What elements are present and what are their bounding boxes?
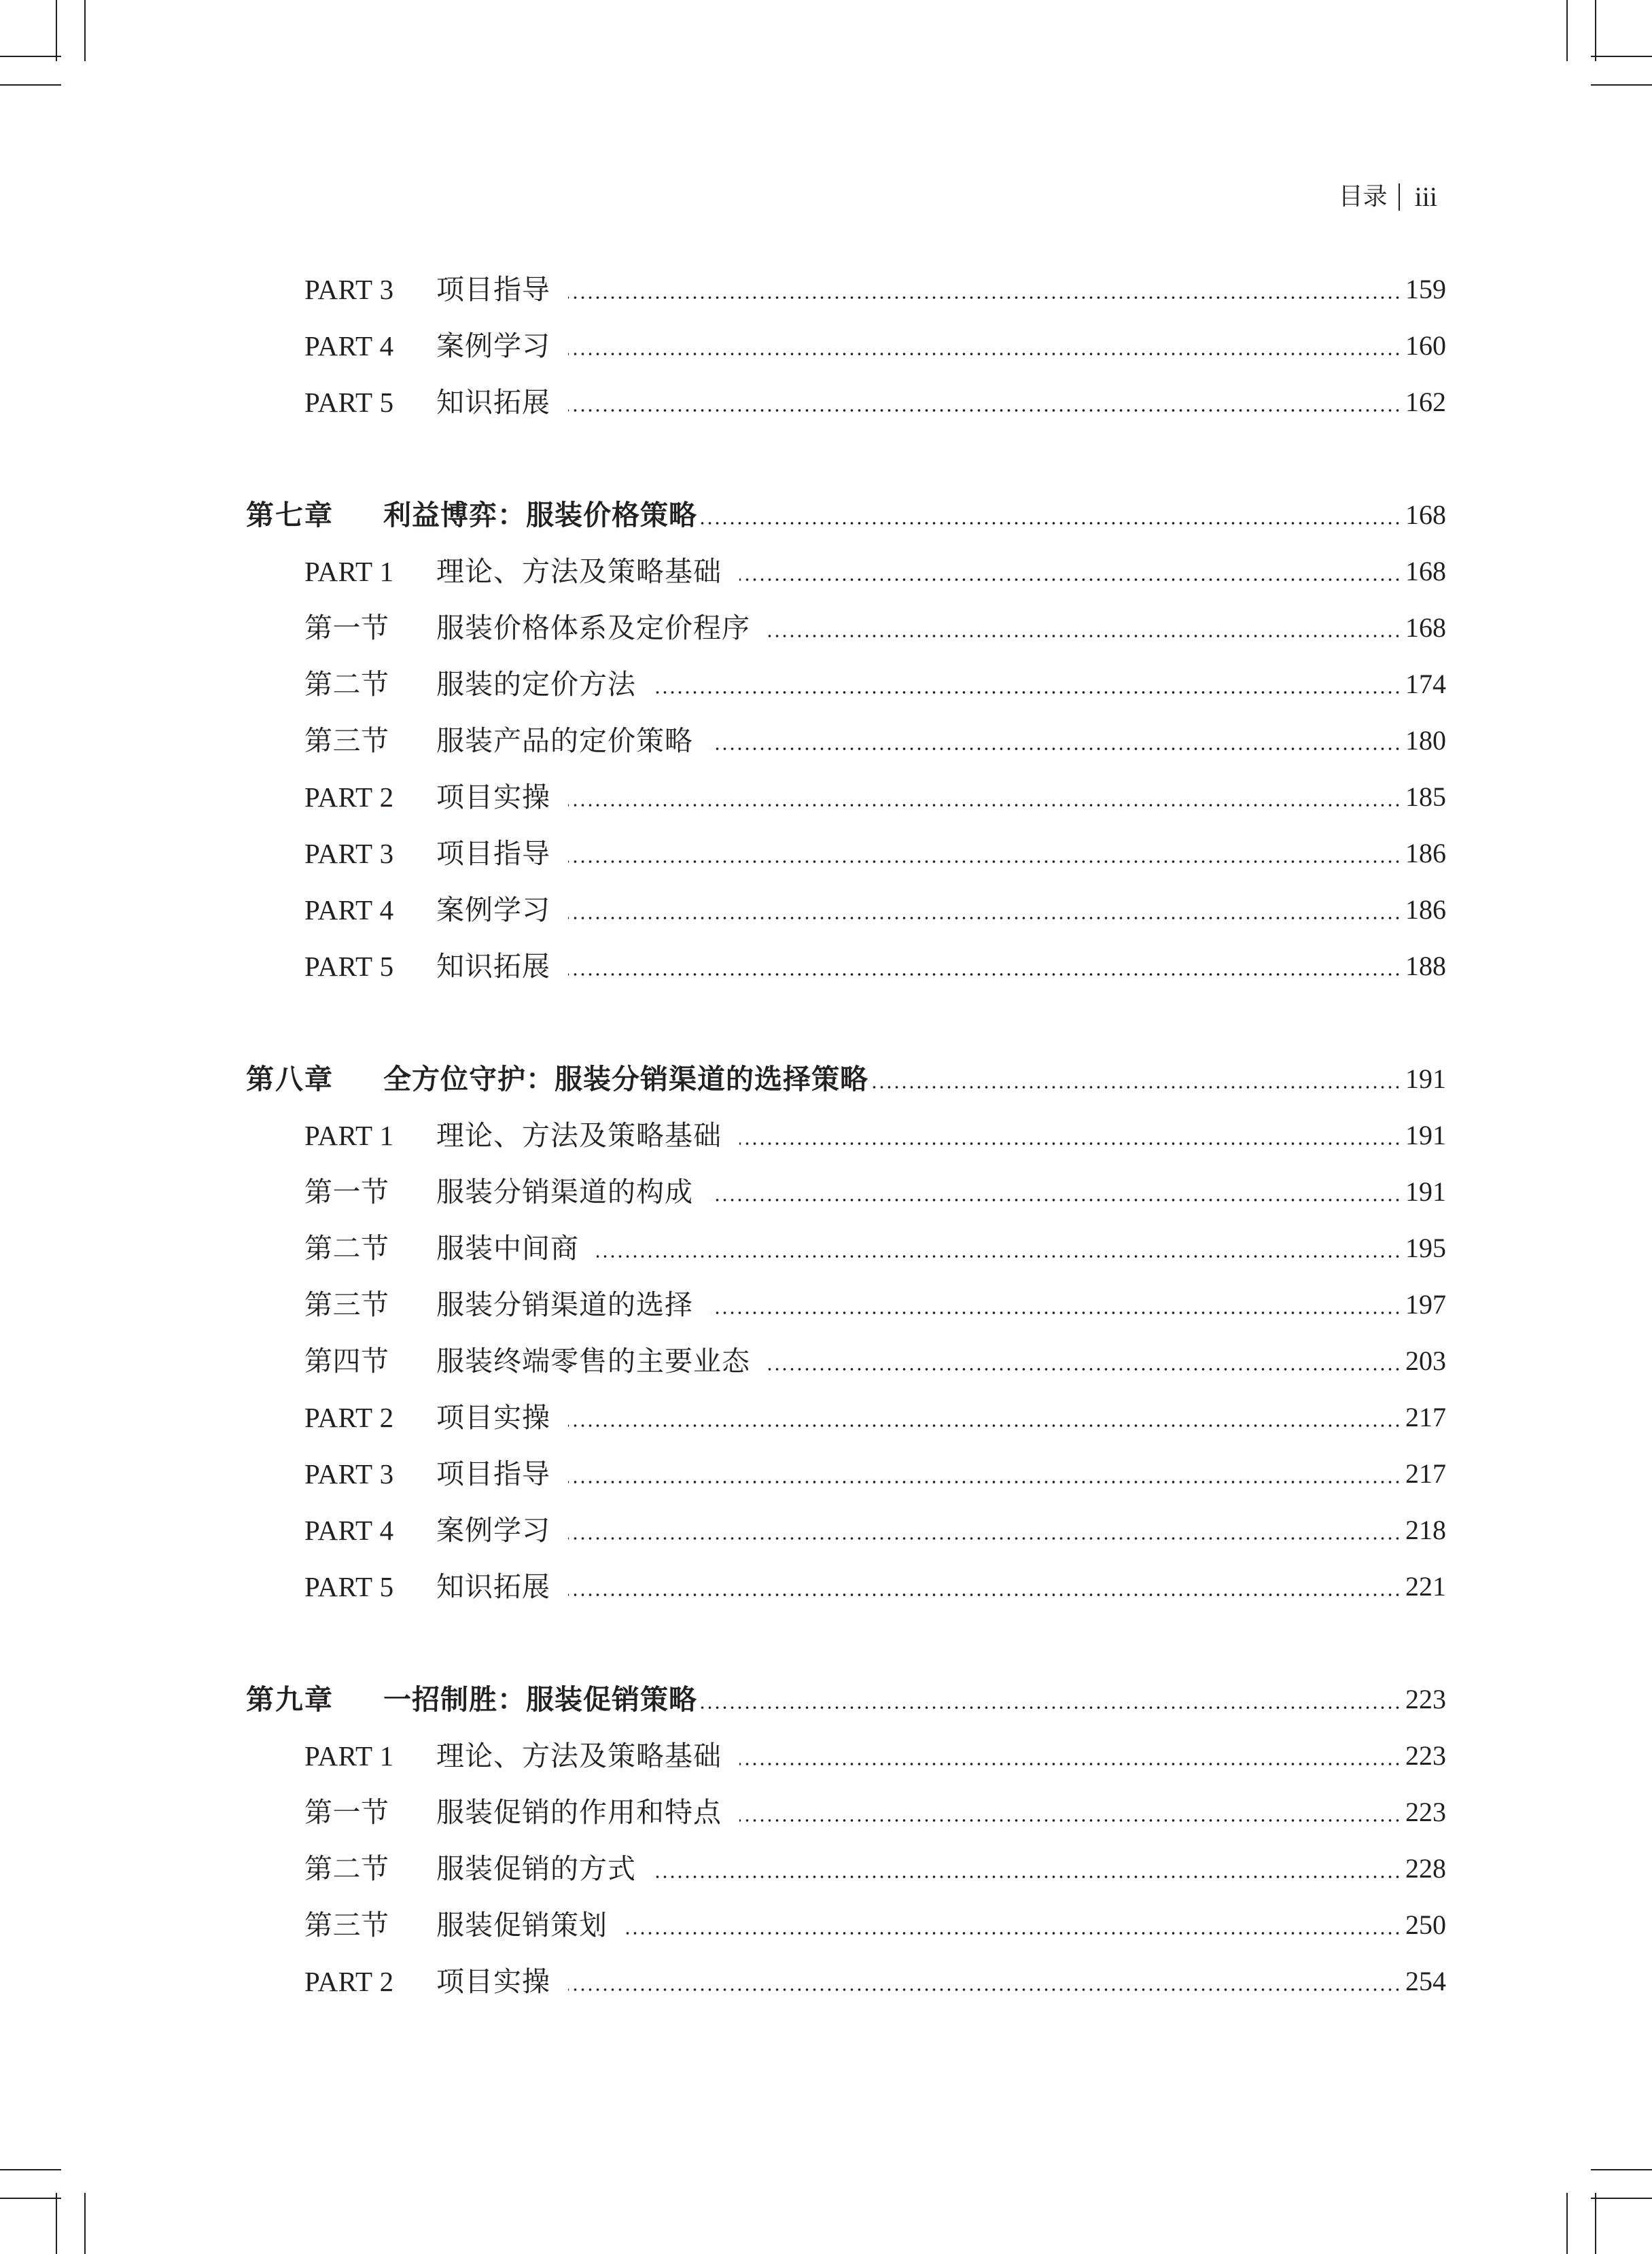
toc-entry-title: 项目指导 [436, 1458, 550, 1490]
toc-entry-page-number: 218 [1405, 1515, 1446, 1545]
toc-entry-title: 服装中间商 [436, 1232, 579, 1265]
toc-entry-page-number: 186 [1405, 838, 1446, 868]
toc-entry-label: 第二节 [304, 668, 389, 701]
toc-entry[interactable] [304, 324, 1446, 365]
dot-leader [568, 1593, 1401, 1596]
toc-entry-label: PART 2 [304, 1966, 394, 1997]
toc-entry[interactable] [304, 1734, 1446, 1775]
toc-entry-label: PART 4 [304, 330, 394, 362]
toc-entry-page-number: 223 [1405, 1684, 1446, 1714]
toc-entry-title: 知识拓展 [436, 950, 550, 983]
toc-entry[interactable] [304, 1565, 1446, 1606]
toc-entry-label: PART 4 [304, 1515, 394, 1546]
toc-entry[interactable] [304, 381, 1446, 421]
toc-entry[interactable] [304, 663, 1446, 703]
dot-leader [568, 409, 1401, 412]
toc-entry-page-number: 185 [1405, 781, 1446, 812]
toc-entry[interactable] [304, 775, 1446, 816]
toc-entry-title: 知识拓展 [436, 386, 550, 419]
toc-entry-title: 服装产品的定价策略 [436, 724, 693, 757]
toc-entry-title: 项目指导 [436, 837, 550, 870]
toc-entry-title: 全方位守护：服装分销渠道的选择策略 [383, 1063, 868, 1095]
toc-entry[interactable] [304, 1339, 1446, 1380]
toc-entry[interactable] [304, 268, 1446, 309]
toc-entry-title: 服装的定价方法 [436, 668, 636, 701]
dot-leader [568, 1424, 1401, 1427]
running-head-page-number: iii [1414, 181, 1437, 212]
dot-leader [597, 1255, 1401, 1258]
toc-entry[interactable] [304, 1283, 1446, 1324]
toc-entry-title: 理论、方法及策略基础 [436, 555, 722, 588]
toc-entry-label: 第二节 [304, 1232, 389, 1265]
toc-entry-label: PART 3 [304, 274, 394, 305]
toc-entry-title: 利益博弈：服装价格策略 [383, 499, 697, 531]
toc-entry-title: 理论、方法及策略基础 [436, 1119, 722, 1152]
toc-entry-title: 案例学习 [436, 330, 550, 362]
toc-entry-page-number: 223 [1405, 1797, 1446, 1827]
toc-entry-label: PART 1 [304, 556, 394, 587]
toc-entry-label: 第一节 [304, 612, 389, 644]
toc-entry-title: 服装促销策划 [436, 1909, 608, 1941]
toc-entry-title: 一招制胜：服装促销策略 [383, 1683, 697, 1716]
toc-entry-title: 案例学习 [436, 1514, 550, 1547]
toc-entry-page-number: 188 [1405, 951, 1446, 981]
toc-entry-page-number: 217 [1405, 1458, 1446, 1489]
dot-leader [568, 1988, 1401, 1991]
toc-entry-title: 项目实操 [436, 781, 550, 813]
dot-leader [739, 1763, 1401, 1765]
crop-mark [1591, 2169, 1652, 2170]
dot-leader [568, 917, 1401, 919]
toc-entry-page-number: 160 [1405, 330, 1446, 361]
crop-mark [56, 0, 57, 61]
toc-entry-title: 项目指导 [436, 273, 550, 306]
toc-entry-page-number: 168 [1405, 612, 1446, 643]
crop-mark [0, 84, 61, 86]
toc-entry[interactable] [304, 1903, 1446, 1944]
toc-entry-page-number: 223 [1405, 1740, 1446, 1771]
toc-chapter-entry[interactable] [246, 493, 1446, 534]
toc-chapter-entry[interactable] [246, 1057, 1446, 1098]
dot-leader [568, 353, 1401, 355]
dot-leader [654, 1876, 1401, 1878]
toc-entry-page-number: 159 [1405, 274, 1446, 304]
toc-entry[interactable] [304, 1170, 1446, 1211]
dot-leader [739, 1142, 1401, 1145]
crop-mark [84, 2193, 86, 2254]
toc-entry[interactable] [304, 1847, 1446, 1888]
toc-entry-page-number: 221 [1405, 1571, 1446, 1602]
toc-entry-page-number: 250 [1405, 1909, 1446, 1940]
toc-entry-title: 服装促销的方式 [436, 1852, 636, 1885]
dot-leader [700, 522, 1401, 525]
toc-entry-page-number: 162 [1405, 387, 1446, 417]
toc-entry-label: PART 3 [304, 1458, 394, 1490]
dot-leader [711, 747, 1401, 750]
toc-entry-label: PART 5 [304, 387, 394, 418]
toc-entry-title: 服装分销渠道的选择 [436, 1288, 693, 1321]
toc-entry-page-number: 191 [1405, 1176, 1446, 1207]
dot-leader [700, 1706, 1401, 1709]
crop-mark [84, 0, 86, 61]
crop-mark [1566, 0, 1568, 61]
toc-entry-label: PART 5 [304, 1571, 394, 1602]
toc-entry-page-number: 168 [1405, 556, 1446, 586]
toc-entry-title: 理论、方法及策略基础 [436, 1740, 722, 1772]
dot-leader [768, 635, 1401, 637]
toc-entry-title: 案例学习 [436, 894, 550, 926]
crop-mark [0, 2169, 61, 2170]
dot-leader [568, 860, 1401, 863]
toc-entry-label: 第三节 [304, 1288, 389, 1321]
toc-entry-title: 服装分销渠道的构成 [436, 1176, 693, 1208]
toc-entry[interactable] [304, 888, 1446, 929]
toc-entry-page-number: 174 [1405, 669, 1446, 699]
toc-entry-label: 第四节 [304, 1345, 389, 1377]
toc-entry-label: PART 5 [304, 951, 394, 982]
toc-entry-label: 第八章 [246, 1063, 334, 1095]
toc-entry-label: PART 1 [304, 1120, 394, 1151]
toc-entry[interactable] [304, 1509, 1446, 1549]
toc-entry-page-number: 197 [1405, 1289, 1446, 1320]
toc-entry-label: 第二节 [304, 1852, 389, 1885]
toc-entry[interactable] [304, 1791, 1446, 1831]
toc-entry[interactable] [304, 945, 1446, 985]
toc-entry-title: 项目实操 [436, 1965, 550, 1998]
dot-leader [568, 1537, 1401, 1540]
running-head-title: 目录 [1338, 183, 1388, 211]
crop-mark [1595, 0, 1596, 61]
toc-entry-title: 服装价格体系及定价程序 [436, 612, 750, 644]
crop-mark [1591, 84, 1652, 86]
dot-leader [739, 578, 1401, 581]
toc-entry-label: 第七章 [246, 499, 334, 531]
dot-leader [654, 691, 1401, 694]
dot-leader [568, 1481, 1401, 1483]
crop-mark [1591, 2198, 1652, 2199]
crop-mark [1566, 2193, 1568, 2254]
crop-mark [56, 2193, 57, 2254]
toc-entry-title: 服装终端零售的主要业态 [436, 1345, 750, 1377]
toc-entry[interactable] [304, 606, 1446, 647]
toc-entry[interactable] [304, 832, 1446, 873]
toc-entry-page-number: 186 [1405, 894, 1446, 925]
toc-entry[interactable] [304, 1960, 1446, 2001]
toc-entry-page-number: 203 [1405, 1345, 1446, 1376]
toc-entry[interactable] [304, 1114, 1446, 1155]
toc-entry[interactable] [304, 1396, 1446, 1437]
toc-entry[interactable] [304, 719, 1446, 760]
dot-leader [568, 973, 1401, 976]
toc-entry-page-number: 195 [1405, 1233, 1446, 1263]
dot-leader [871, 1086, 1401, 1089]
toc-entry[interactable] [304, 1227, 1446, 1267]
toc-entry-label: PART 4 [304, 894, 394, 926]
toc-entry-label: 第一节 [304, 1176, 389, 1208]
toc-entry-page-number: 180 [1405, 725, 1446, 756]
running-head [1339, 182, 1437, 212]
crop-mark [1595, 2193, 1596, 2254]
toc-entry-page-number: 228 [1405, 1853, 1446, 1884]
toc-entry-page-number: 168 [1405, 499, 1446, 530]
dot-leader [768, 1368, 1401, 1371]
toc-chapter-entry[interactable] [246, 1678, 1446, 1719]
toc-entry-title: 服装促销的作用和特点 [436, 1796, 722, 1829]
dot-leader [711, 1311, 1401, 1314]
toc-entry-page-number: 254 [1405, 1966, 1446, 1996]
toc-entry[interactable] [304, 550, 1446, 591]
dot-leader [739, 1819, 1401, 1822]
toc-entry-title: 知识拓展 [436, 1570, 550, 1603]
toc-entry[interactable] [304, 1452, 1446, 1493]
toc-entry-title: 项目实操 [436, 1401, 550, 1434]
running-head-divider [1399, 183, 1400, 211]
dot-leader [711, 1199, 1401, 1201]
dot-leader [568, 804, 1401, 807]
toc-entry-label: 第一节 [304, 1796, 389, 1829]
toc-entry-label: 第九章 [246, 1683, 334, 1716]
toc-entry-page-number: 217 [1405, 1402, 1446, 1432]
toc-entry-label: PART 2 [304, 781, 394, 813]
toc-entry-label: 第三节 [304, 724, 389, 757]
crop-mark [0, 56, 61, 57]
dot-leader [625, 1932, 1401, 1935]
toc-entry-label: 第三节 [304, 1909, 389, 1941]
dot-leader [568, 296, 1401, 299]
toc-entry-label: PART 1 [304, 1740, 394, 1772]
toc-entry-page-number: 191 [1405, 1063, 1446, 1094]
crop-mark [0, 2198, 61, 2199]
toc-entry-page-number: 191 [1405, 1120, 1446, 1150]
crop-mark [1591, 56, 1652, 57]
toc-entry-label: PART 3 [304, 838, 394, 869]
toc-entry-label: PART 2 [304, 1402, 394, 1433]
